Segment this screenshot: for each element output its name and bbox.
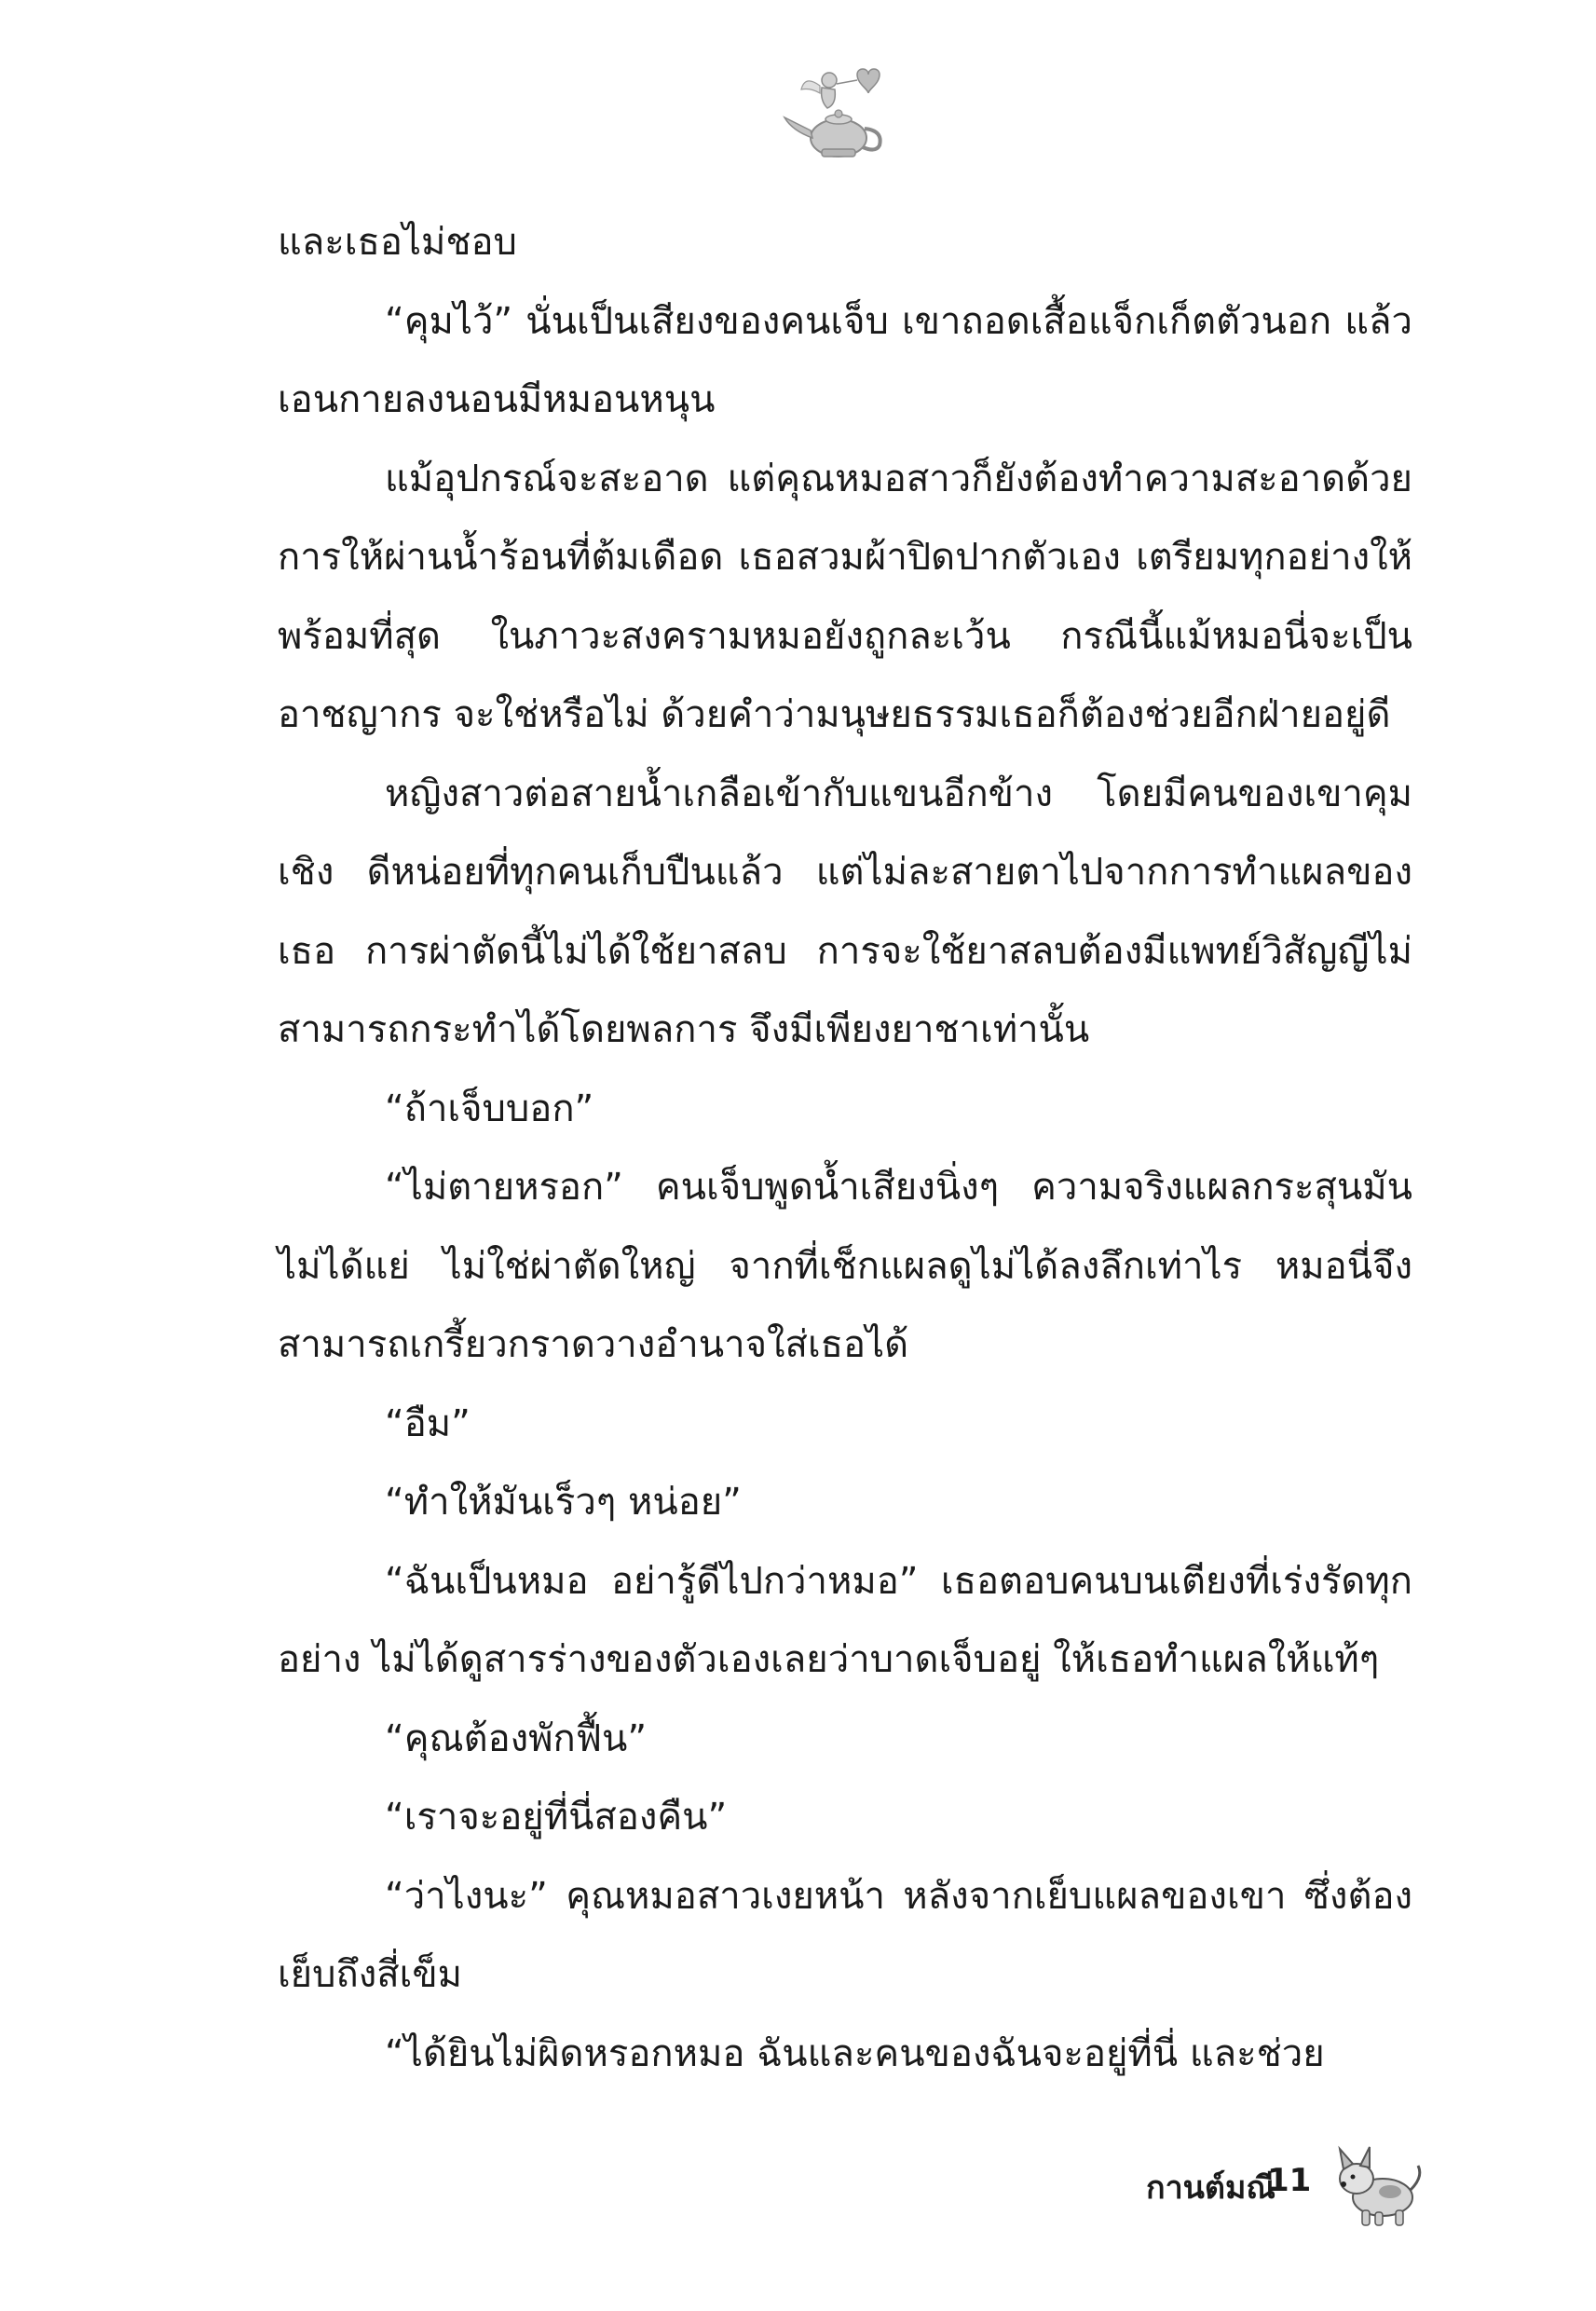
paragraph: “ถ้าเจ็บบอก” [385, 1087, 594, 1130]
teapot-cherub-ornament-icon [764, 56, 904, 168]
paragraph: “ฉันเป็นหมอ อย่ารู้ดีไปกว่าหมอ” เธอตอบคนบนเตียงที่เร่งรัดทุกอย่าง ไม่ได้ดูสารร่างของตัวเองเลยว่าบาดเจ็บอยู่ ให้เธอทำแผลให้แท้ๆ [278, 1559, 1412, 1681]
paragraph: “อืม” [385, 1402, 471, 1445]
paragraph: “ไม่ตายหรอก” คนเจ็บพูดน้ำเสียงนิ่งๆ ความจริงแผลกระสุนมันไม่ได้แย่ ไม่ใช่ผ่าตัดใหญ่ จากที่เช็กแผลดูไม่ได้ลงลึกเท่าไร หมอนี่จึงสามารถเกรี้ยวกราดวางอำนาจใส่เธอได้ [278, 1166, 1412, 1366]
paragraph: “ว่าไงนะ” คุณหมอสาวเงยหน้า หลังจากเย็บแผลของเขา ซึ่งต้องเย็บถึงสี่เข็ม [278, 1874, 1412, 1996]
paragraph: “ทำให้มันเร็วๆ หน่อย” [385, 1481, 742, 1524]
corgi-dog-icon [1329, 2134, 1431, 2236]
paragraph: “ได้ยินไม่ผิดหรอกหมอ ฉันและคนของฉันจะอยู่ที่นี่ และช่วย [385, 2031, 1325, 2075]
paragraph: “เราจะอยู่ที่นี่สองคืน” [385, 1796, 728, 1839]
page-footer [1146, 2134, 1463, 2236]
paragraph: “คุมไว้” นั่นเป็นเสียงของคนเจ็บ เขาถอดเสื้อแจ็กเก็ตตัวนอก แล้วเอนกายลงนอนมีหมอนหนุน [278, 299, 1412, 421]
paragraph: แม้อุปกรณ์จะสะอาด แต่คุณหมอสาวก็ยังต้องทำความสะอาดด้วยการให้ผ่านน้ำร้อนที่ต้มเดือด เธอสวมผ้าปิดปากตัวเอง เตรียมทุกอย่างให้พร้อมที่สุด ในภาวะสงครามหมอยังถูกละเว้น กรณีนี้แม้หมอนี่จะเป็นอาชญากร จะใช่หรือไม่ ด้วยคำว่ามนุษยธรรมเธอก็ต้องช่วยอีกฝ่ายอยู่ดี [278, 457, 1412, 736]
story-body [278, 203, 1412, 2093]
paragraph: “คุณต้องพักฟื้น” [385, 1716, 648, 1760]
author-name: กานต์มณี [1146, 2169, 1275, 2207]
paragraph: และเธอไม่ชอบ [278, 221, 517, 264]
page-number: 11 [1267, 2162, 1312, 2199]
paragraph: หญิงสาวต่อสายน้ำเกลือเข้ากับแขนอีกข้าง โดยมีคนของเขาคุมเชิง ดีหน่อยที่ทุกคนเก็บปืนแล้ว แต่ไม่ละสายตาไปจากการทำแผลของเธอ การผ่าตัดนี้ไม่ได้ใช้ยาสลบ การจะใช้ยาสลบต้องมีแพทย์วิสัญญีไม่สามารถกระทำได้โดยพลการ จึงมีเพียงยาชาเท่านั้น [278, 772, 1412, 1051]
